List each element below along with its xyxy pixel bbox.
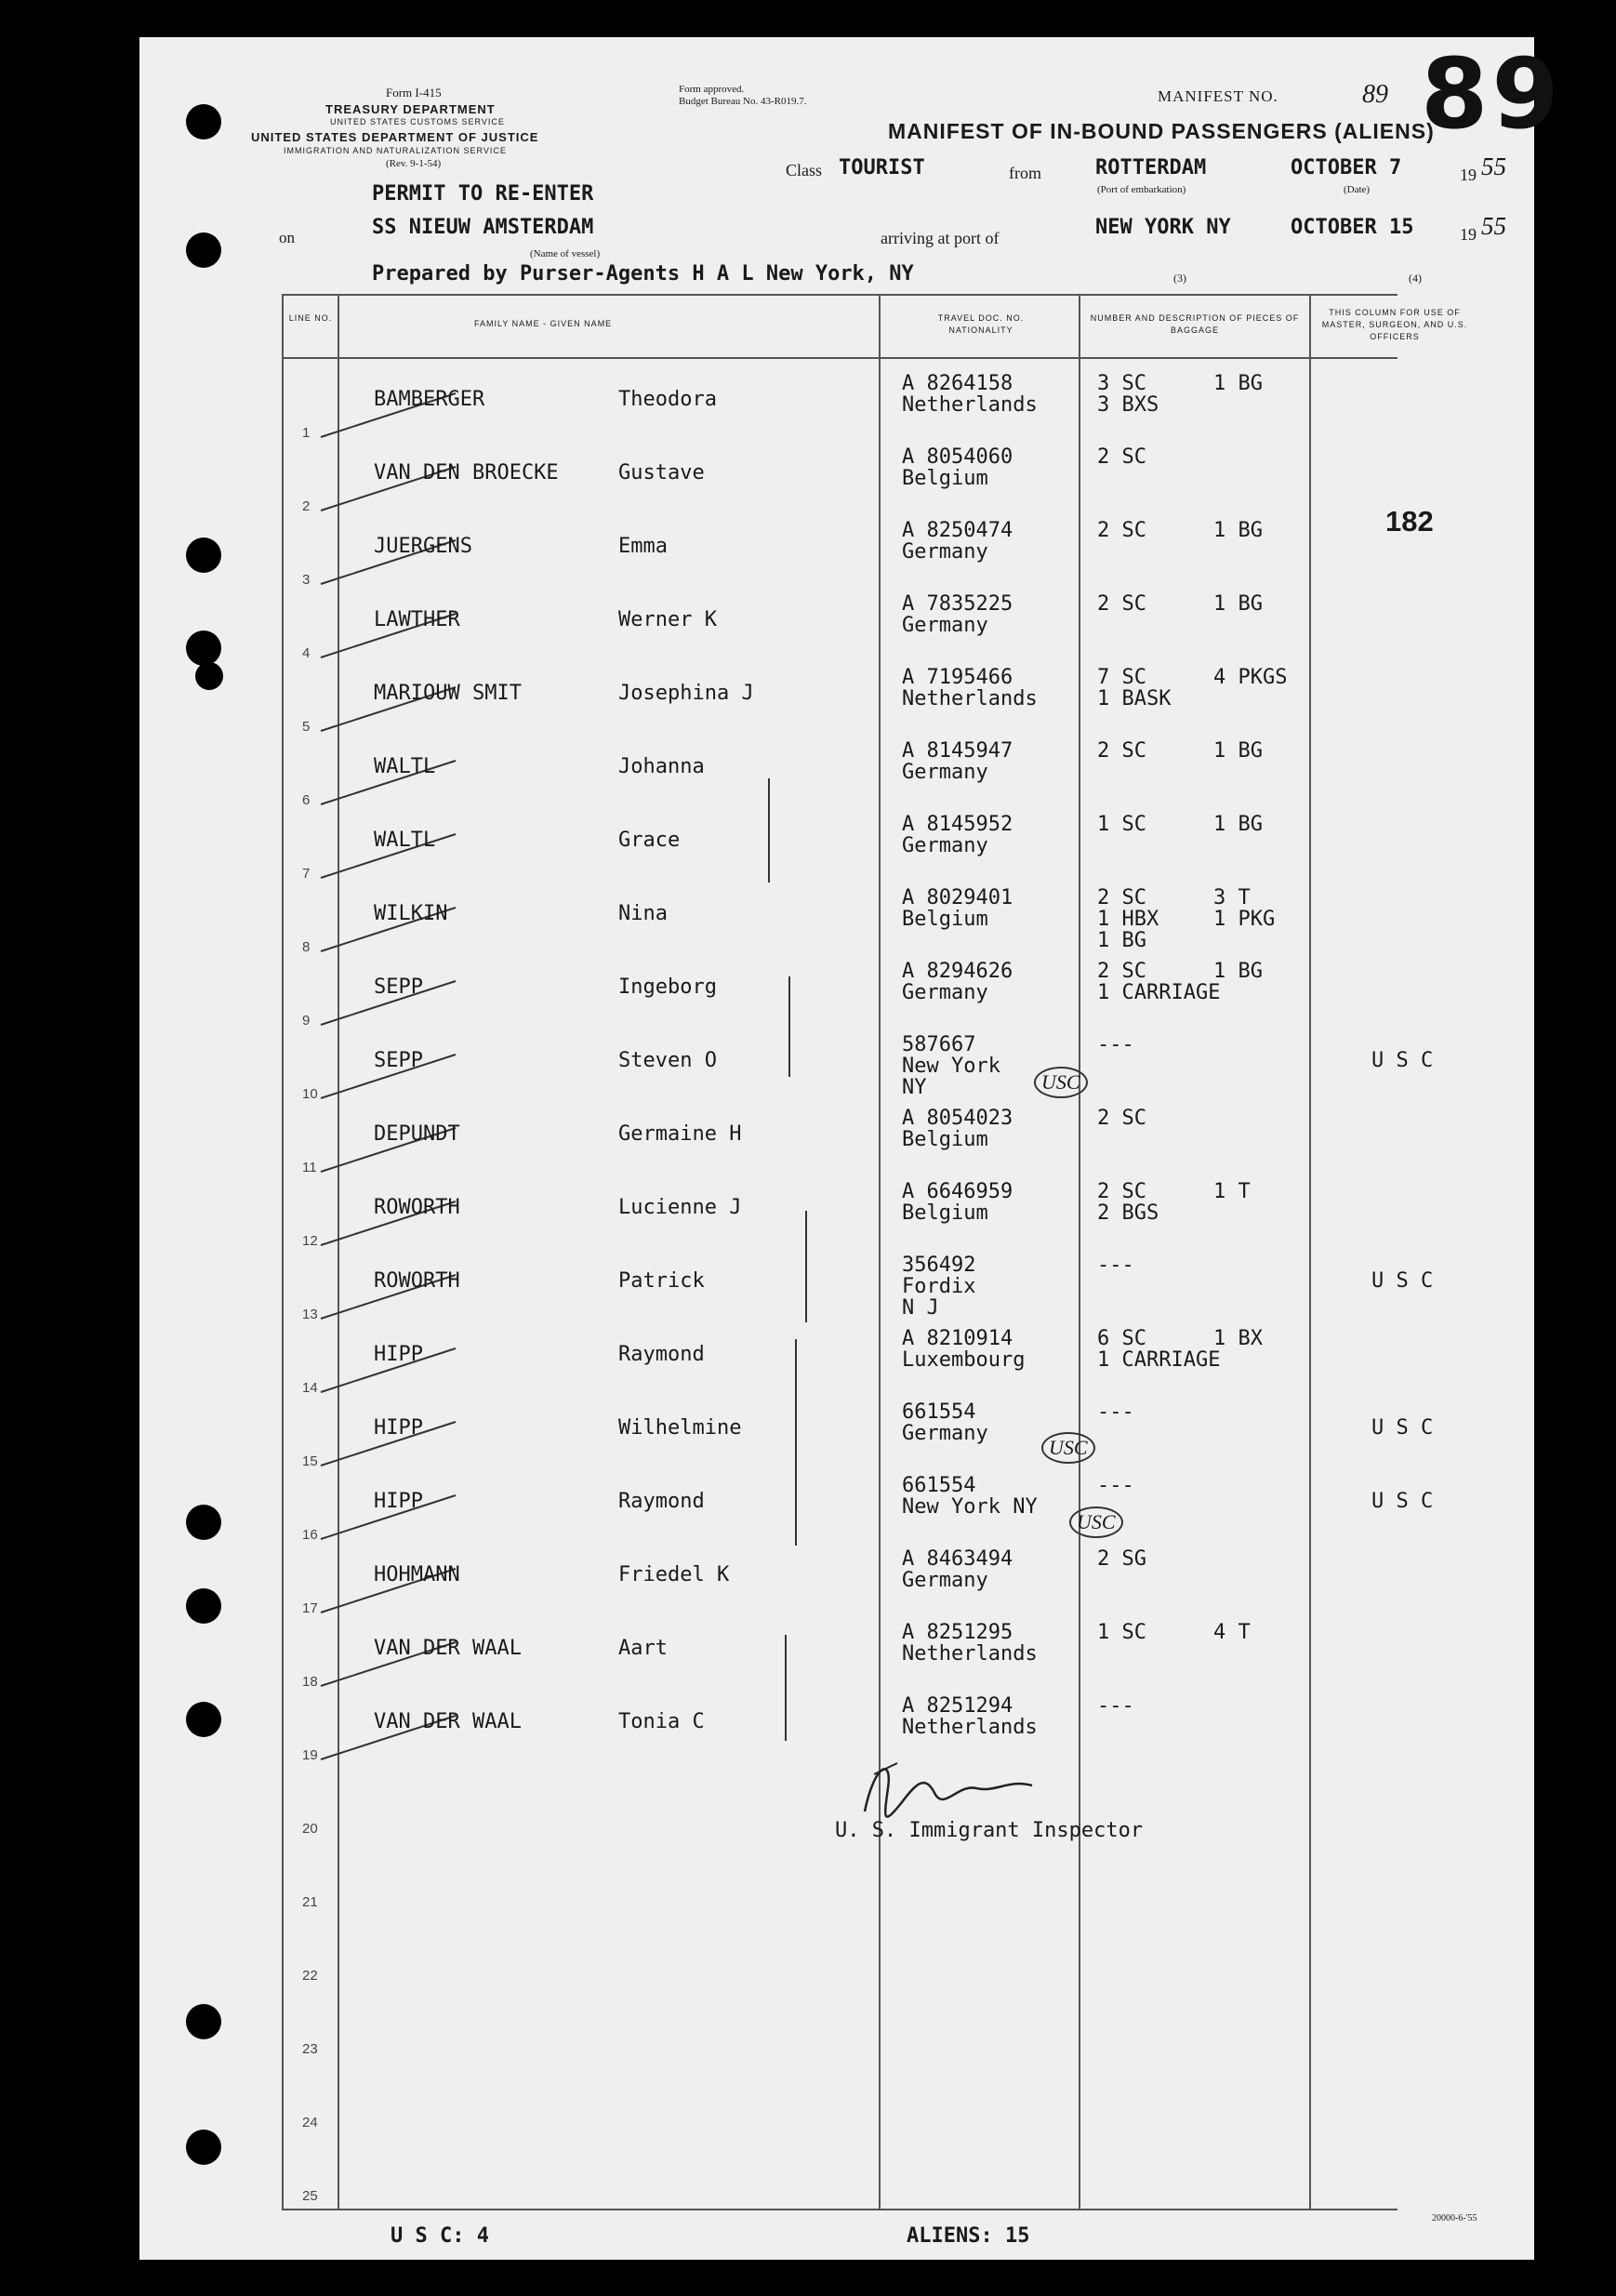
baggage-line-1-extra: 1 BG xyxy=(1213,519,1263,542)
baggage-line-1-extra: 1 BG xyxy=(1213,592,1263,616)
baggage-line-1: 3 SC xyxy=(1097,372,1146,395)
row-number: 2 xyxy=(302,498,311,514)
officer-note: U S C xyxy=(1371,1416,1434,1440)
on-label: on xyxy=(279,229,295,246)
travel-doc-number: A 6646959 xyxy=(902,1180,1013,1203)
treasury-dept: TREASURY DEPARTMENT xyxy=(325,102,496,116)
nationality: Germany xyxy=(902,1569,988,1592)
travel-doc-number: A 8251294 xyxy=(902,1694,1013,1718)
arrival-date: OCTOBER 15 xyxy=(1291,216,1414,239)
passenger-family-name: ROWORTH xyxy=(374,1196,460,1219)
passenger-family-name: WALTL xyxy=(374,829,436,852)
nationality: Luxembourg xyxy=(902,1348,1026,1372)
nationality: Netherlands xyxy=(902,1642,1038,1666)
class-value: TOURIST xyxy=(839,156,925,179)
usc-circle-annotation: USC xyxy=(1034,1067,1088,1098)
passenger-given-name: Ingeborg xyxy=(618,975,717,999)
header-officers: THIS COLUMN FOR USE OF MASTER, SURGEON, AND U.S. OFFICERS xyxy=(1321,308,1468,341)
travel-right-rule xyxy=(1079,294,1080,2210)
baggage-line-2: 1 HBX xyxy=(1097,908,1159,931)
justice-dept: UNITED STATES DEPARTMENT OF JUSTICE xyxy=(251,130,539,144)
baggage-line-1: 1 SC xyxy=(1097,1621,1146,1644)
passenger-family-name: HOHMANN xyxy=(374,1563,460,1586)
passenger-given-name: Steven O xyxy=(618,1049,717,1072)
passenger-given-name: Raymond xyxy=(618,1343,705,1366)
table-bottom-rule xyxy=(282,2209,1397,2210)
passenger-given-name: Lucienne J xyxy=(618,1196,742,1219)
nationality-line-2: N J xyxy=(902,1296,939,1320)
travel-doc-number: 587667 xyxy=(902,1033,976,1056)
passenger-family-name: VAN DER WAAL xyxy=(374,1637,522,1660)
row-number: 6 xyxy=(302,792,311,808)
punch-hole xyxy=(186,2130,221,2165)
family-bracket xyxy=(785,1635,787,1741)
table-top-rule xyxy=(282,294,1397,296)
nationality: Fordix xyxy=(902,1275,976,1298)
row-number: 7 xyxy=(302,866,311,882)
travel-doc-number: A 8264158 xyxy=(902,372,1013,395)
baggage-line-1: 2 SC xyxy=(1097,1107,1146,1130)
passenger-given-name: Friedel K xyxy=(618,1563,730,1586)
baggage-line-2-extra: 1 PKG xyxy=(1213,908,1276,931)
arrival-year: 55 xyxy=(1481,212,1506,240)
print-code: 20000-6-'55 xyxy=(1432,2213,1477,2223)
travel-doc-number: A 7195466 xyxy=(902,666,1013,689)
family-bracket xyxy=(795,1339,797,1546)
row-number: 25 xyxy=(302,2188,318,2204)
header-line-no: LINE NO. xyxy=(288,313,333,323)
baggage-line-1: --- xyxy=(1097,1254,1134,1277)
usc-total: U S C: 4 xyxy=(391,2224,489,2248)
class-label: Class xyxy=(786,161,823,179)
row-number: 16 xyxy=(302,1527,318,1543)
form-approved: Form approved. xyxy=(679,84,745,95)
ins-service: IMMIGRATION AND NATURALIZATION SERVICE xyxy=(284,146,507,155)
nationality: Germany xyxy=(902,540,988,564)
row-number: 8 xyxy=(302,939,311,955)
baggage-line-2: 3 BXS xyxy=(1097,393,1159,417)
row-number: 14 xyxy=(302,1380,318,1396)
baggage-line-1-extra: 4 T xyxy=(1213,1621,1251,1644)
baggage-line-1: 2 SC xyxy=(1097,960,1146,983)
passenger-family-name: HIPP xyxy=(374,1490,423,1513)
passenger-family-name: DEPUNDT xyxy=(374,1122,460,1146)
from-label: from xyxy=(1009,164,1041,182)
travel-doc-number: A 8294626 xyxy=(902,960,1013,983)
row-number: 17 xyxy=(302,1600,318,1616)
travel-doc-number: 661554 xyxy=(902,1474,976,1497)
baggage-line-1: 2 SC xyxy=(1097,592,1146,616)
passenger-family-name: BAMBERGER xyxy=(374,388,485,411)
aliens-total: ALIENS: 15 xyxy=(907,2224,1030,2248)
nationality: New York xyxy=(902,1055,1000,1078)
row-number: 5 xyxy=(302,719,311,735)
row-number: 18 xyxy=(302,1674,318,1690)
name-right-rule xyxy=(879,294,881,2210)
count-annotation: 182 xyxy=(1385,505,1434,538)
vessel-caption: (Name of vessel) xyxy=(530,248,601,259)
passenger-given-name: Emma xyxy=(618,535,668,558)
passenger-given-name: Grace xyxy=(618,829,681,852)
date-caption: (Date) xyxy=(1344,184,1371,195)
family-bracket xyxy=(768,778,770,883)
passenger-family-name: ROWORTH xyxy=(374,1269,460,1293)
manifest-page xyxy=(139,37,1563,2260)
row-number: 4 xyxy=(302,645,311,661)
baggage-line-1: 2 SC xyxy=(1097,519,1146,542)
travel-doc-number: A 8250474 xyxy=(902,519,1013,542)
nationality: Germany xyxy=(902,614,988,637)
passenger-given-name: Johanna xyxy=(618,755,705,778)
travel-doc-number: A 8463494 xyxy=(902,1547,1013,1571)
revision: (Rev. 9-1-54) xyxy=(386,158,442,169)
passenger-given-name: Theodora xyxy=(618,388,717,411)
passenger-given-name: Germaine H xyxy=(618,1122,742,1146)
budget-bureau: Budget Bureau No. 43-R019.7. xyxy=(679,96,807,107)
baggage-line-1: --- xyxy=(1097,1694,1134,1718)
travel-doc-number: 661554 xyxy=(902,1400,976,1424)
header-travel-doc: TRAVEL DOC. NO. NATIONALITY xyxy=(937,313,1025,335)
row-number: 1 xyxy=(302,425,311,441)
passenger-family-name: SEPP xyxy=(374,975,423,999)
punch-hole xyxy=(186,1505,221,1540)
usc-circle-annotation: USC xyxy=(1069,1506,1123,1538)
punch-hole xyxy=(186,104,221,139)
row-number: 12 xyxy=(302,1233,318,1249)
column-3-mark: (3) xyxy=(1173,272,1186,285)
officer-note: U S C xyxy=(1371,1049,1434,1072)
embark-caption: (Port of embarkation) xyxy=(1097,184,1186,195)
row-number: 21 xyxy=(302,1894,318,1910)
baggage-line-1: --- xyxy=(1097,1474,1134,1497)
arrival-year-prefix: 19 xyxy=(1460,225,1477,244)
passenger-given-name: Aart xyxy=(618,1637,668,1660)
punch-hole xyxy=(186,1588,221,1624)
form-number: Form I-415 xyxy=(386,86,442,100)
officer-note: U S C xyxy=(1371,1269,1434,1293)
passenger-family-name: WILKIN xyxy=(374,902,448,925)
line-no-left-rule xyxy=(282,294,284,2210)
depart-date: OCTOBER 7 xyxy=(1291,156,1402,179)
baggage-line-1: 2 SC xyxy=(1097,1180,1146,1203)
nationality: Belgium xyxy=(902,1128,988,1151)
row-number: 24 xyxy=(302,2115,318,2130)
customs-service: UNITED STATES CUSTOMS SERVICE xyxy=(330,117,505,126)
passenger-family-name: SEPP xyxy=(374,1049,423,1072)
passenger-given-name: Josephina J xyxy=(618,682,754,705)
baggage-line-1: 1 SC xyxy=(1097,813,1146,836)
nationality: Belgium xyxy=(902,908,988,931)
nationality: Netherlands xyxy=(902,1716,1038,1739)
page-stamp-number: 89 xyxy=(1421,37,1563,151)
passenger-family-name: HIPP xyxy=(374,1343,423,1366)
passenger-family-name: WALTL xyxy=(374,755,436,778)
nationality-line-2: NY xyxy=(902,1076,927,1099)
travel-doc-number: A 7835225 xyxy=(902,592,1013,616)
travel-doc-number: A 8054023 xyxy=(902,1107,1013,1130)
passenger-given-name: Raymond xyxy=(618,1490,705,1513)
travel-doc-number: A 8029401 xyxy=(902,886,1013,909)
baggage-line-1-extra: 1 BG xyxy=(1213,960,1263,983)
row-number: 13 xyxy=(302,1307,318,1322)
nationality: New York NY xyxy=(902,1495,1038,1519)
punch-hole xyxy=(186,630,221,666)
header-family-name: FAMILY NAME - GIVEN NAME xyxy=(474,319,613,328)
nationality: Netherlands xyxy=(902,687,1038,710)
baggage-line-1-extra: 1 BG xyxy=(1213,813,1263,836)
passenger-family-name: MARIOUW SMIT xyxy=(374,682,522,705)
header-bottom-rule xyxy=(282,357,1397,359)
baggage-line-1-extra: 1 BG xyxy=(1213,372,1263,395)
inspector-title: U. S. Immigrant Inspector xyxy=(835,1819,1144,1842)
travel-doc-number: A 8145947 xyxy=(902,739,1013,763)
baggage-right-rule xyxy=(1309,294,1311,2210)
passenger-given-name: Tonia C xyxy=(618,1710,705,1733)
baggage-line-1-extra: 4 PKGS xyxy=(1213,666,1288,689)
baggage-line-2: 1 CARRIAGE xyxy=(1097,981,1221,1004)
baggage-line-1-extra: 1 T xyxy=(1213,1180,1251,1203)
nationality: Germany xyxy=(902,834,988,857)
punch-hole xyxy=(195,662,223,690)
baggage-line-1: 2 SG xyxy=(1097,1547,1146,1571)
usc-circle-annotation: USC xyxy=(1041,1432,1095,1464)
baggage-line-3: 1 BG xyxy=(1097,929,1146,952)
family-bracket xyxy=(805,1211,807,1322)
row-number: 11 xyxy=(302,1160,317,1175)
passenger-given-name: Patrick xyxy=(618,1269,705,1293)
travel-doc-number: 356492 xyxy=(902,1254,976,1277)
arriving-label: arriving at port of xyxy=(881,229,1000,247)
baggage-line-2: 2 BGS xyxy=(1097,1201,1159,1225)
row-number: 10 xyxy=(302,1086,318,1102)
row-number: 19 xyxy=(302,1747,318,1763)
passenger-given-name: Gustave xyxy=(618,461,705,484)
family-bracket xyxy=(788,976,790,1077)
baggage-line-1: --- xyxy=(1097,1033,1134,1056)
passenger-family-name: VAN DEN BROECKE xyxy=(374,461,559,484)
passenger-given-name: Nina xyxy=(618,902,668,925)
row-number: 23 xyxy=(302,2041,318,2057)
baggage-line-1-extra: 1 BG xyxy=(1213,739,1263,763)
vessel-name: SS NIEUW AMSTERDAM xyxy=(372,216,594,239)
travel-doc-number: A 8210914 xyxy=(902,1327,1013,1350)
nationality: Germany xyxy=(902,1422,988,1445)
travel-doc-number: A 8251295 xyxy=(902,1621,1013,1644)
punch-hole xyxy=(186,538,221,573)
nationality: Netherlands xyxy=(902,393,1038,417)
manifest-label: MANIFEST NO. xyxy=(1158,87,1278,105)
depart-year-prefix: 19 xyxy=(1460,166,1477,184)
permit-text: PERMIT TO RE-ENTER xyxy=(372,182,594,206)
passenger-given-name: Werner K xyxy=(618,608,717,631)
passenger-family-name: JUERGENS xyxy=(374,535,472,558)
baggage-line-1-extra: 3 T xyxy=(1213,886,1251,909)
arrival-port: NEW YORK NY xyxy=(1095,216,1231,239)
punch-hole xyxy=(186,232,221,268)
row-number: 15 xyxy=(302,1453,318,1469)
row-number: 9 xyxy=(302,1013,311,1029)
manifest-title: MANIFEST OF IN-BOUND PASSENGERS (ALIENS) xyxy=(888,119,1435,143)
depart-year: 55 xyxy=(1481,153,1506,180)
passenger-family-name: HIPP xyxy=(374,1416,423,1440)
punch-hole xyxy=(186,2004,221,2039)
row-number: 3 xyxy=(302,572,311,588)
header-baggage: NUMBER AND DESCRIPTION OF PIECES OF BAGGAGE xyxy=(1090,313,1300,335)
row-number: 20 xyxy=(302,1821,318,1837)
prepared-by: Prepared by Purser-Agents H A L New York, NY xyxy=(372,262,914,285)
travel-doc-number: A 8145952 xyxy=(902,813,1013,836)
baggage-line-1: 2 SC xyxy=(1097,739,1146,763)
nationality: Belgium xyxy=(902,467,988,490)
baggage-line-1: 6 SC xyxy=(1097,1327,1146,1350)
embark-port: ROTTERDAM xyxy=(1095,156,1207,179)
row-number: 22 xyxy=(302,1968,318,1984)
nationality: Belgium xyxy=(902,1201,988,1225)
baggage-line-2: 1 CARRIAGE xyxy=(1097,1348,1221,1372)
baggage-line-1: 2 SC xyxy=(1097,886,1146,909)
nationality: Germany xyxy=(902,981,988,1004)
nationality: Germany xyxy=(902,761,988,784)
passenger-given-name: Wilhelmine xyxy=(618,1416,742,1440)
baggage-line-1: 2 SC xyxy=(1097,445,1146,469)
baggage-line-1-extra: 1 BX xyxy=(1213,1327,1263,1350)
baggage-line-1: --- xyxy=(1097,1400,1134,1424)
baggage-line-2: 1 BASK xyxy=(1097,687,1172,710)
punch-hole xyxy=(186,1702,221,1737)
passenger-family-name: VAN DER WAAL xyxy=(374,1710,522,1733)
column-4-mark: (4) xyxy=(1409,272,1422,285)
baggage-line-1: 7 SC xyxy=(1097,666,1146,689)
travel-doc-number: A 8054060 xyxy=(902,445,1013,469)
inspector-signature xyxy=(846,1746,1097,1830)
passenger-family-name: LAWTHER xyxy=(374,608,460,631)
officer-note: U S C xyxy=(1371,1490,1434,1513)
manifest-number: 89 xyxy=(1362,80,1388,109)
